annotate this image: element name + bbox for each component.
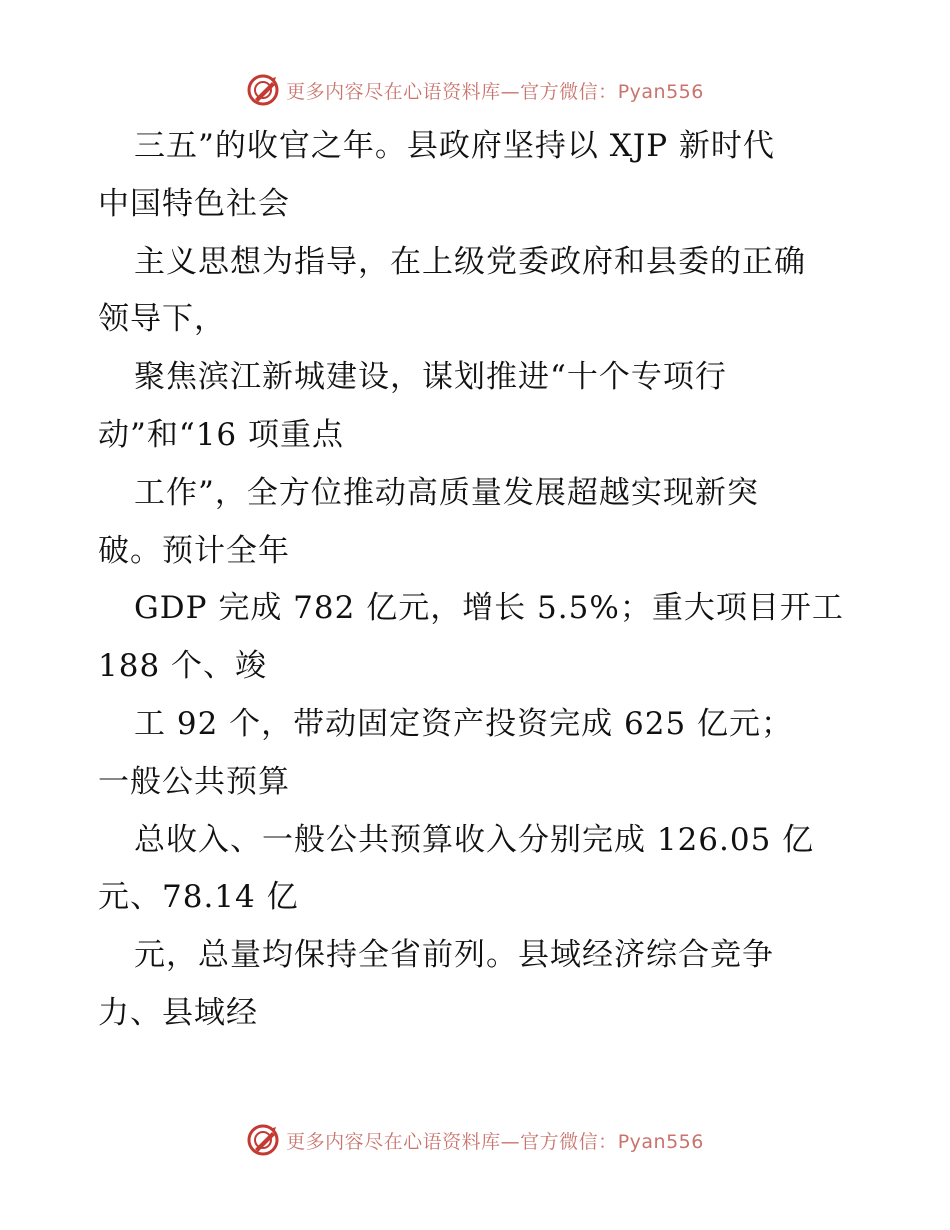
- text-line: 工 92 个，带动固定资产投资完成 625 亿元；: [134, 705, 794, 742]
- seal-logo-icon: [246, 1123, 280, 1157]
- text-line: 动”和“16 项重点: [98, 416, 344, 453]
- text-line: 188 个、竣: [98, 648, 268, 685]
- text-line: 力、县域经: [98, 994, 258, 1031]
- banner-wechat-id: Pyan556: [617, 1130, 704, 1153]
- banner-site-name: 更多内容尽在心语资料库: [286, 80, 501, 103]
- text-line: GDP 完成 782 亿元，增长 5.5%；重大项目开工: [134, 590, 844, 627]
- text-line: 一般公共预算: [98, 763, 290, 800]
- text-line: 元，总量均保持全省前列。县域经济综合竞争: [134, 937, 774, 974]
- text-line: 三五”的收官之年。县政府坚持以 XJP 新时代: [134, 128, 775, 164]
- footer-watermark-banner: [0, 1120, 950, 1160]
- document-body: [98, 118, 888, 1043]
- text-line: 总收入、一般公共预算收入分别完成 126.05 亿: [134, 821, 815, 858]
- text-line: 领导下，: [98, 301, 226, 338]
- seal-logo-icon: [246, 73, 280, 107]
- banner-dash: —: [500, 1130, 521, 1153]
- text-line: 聚焦滨江新城建设，谋划推进“十个专项行: [134, 359, 727, 396]
- text-line: 主义思想为指导，在上级党委政府和县委的正确: [134, 243, 806, 280]
- header-watermark-banner: [0, 70, 950, 110]
- text-line: 工作”，全方位推动高质量发展超越实现新突: [134, 474, 759, 511]
- text-line: 元、78.14 亿: [98, 879, 299, 916]
- banner-wechat-label: 官方微信：: [520, 80, 618, 103]
- banner-site-name: 更多内容尽在心语资料库: [286, 1130, 501, 1153]
- text-line: 中国特色社会: [98, 185, 290, 222]
- text-line: 破。预计全年: [98, 532, 290, 569]
- banner-wechat-label: 官方微信：: [520, 1130, 618, 1153]
- banner-dash: —: [500, 80, 521, 103]
- banner-wechat-id: Pyan556: [617, 80, 704, 103]
